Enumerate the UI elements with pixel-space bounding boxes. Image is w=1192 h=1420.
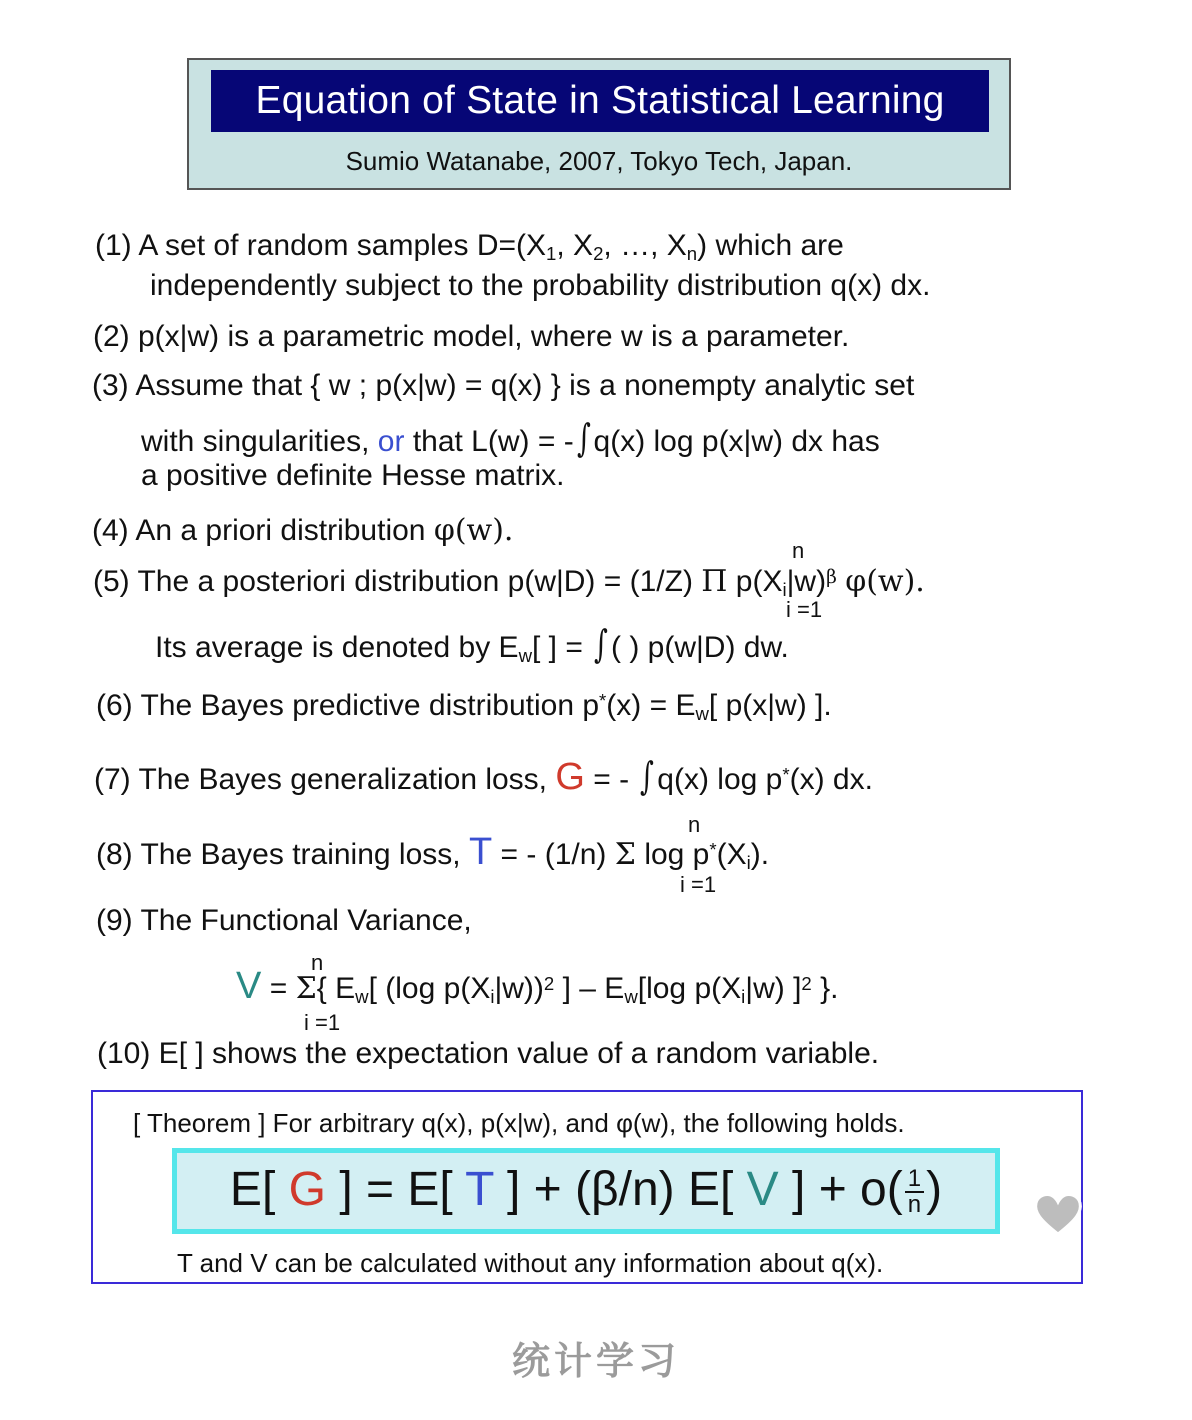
- summation-symbol: Σ: [295, 971, 317, 1006]
- formula-G: G: [288, 1163, 326, 1216]
- item-4: (4) An a priori distribution φ(w).: [92, 513, 514, 548]
- item-3-line-1: (3) Assume that { w ; p(x|w) = q(x) } is a nonempty analytic set: [92, 369, 915, 402]
- item-3-line-2: with singularities, or that L(w) = -∫q(x) log p(x|w) dx has: [141, 416, 880, 460]
- fraction-one-over-n: $\frac{1}{n}$: [905, 1167, 924, 1217]
- item-6: (6) The Bayes predictive distribution $p^*(x) = E_w$[ p(x|w) ].: [96, 689, 832, 724]
- item-3-line-3: a positive definite Hesse matrix.: [141, 459, 565, 492]
- item-5-line-1: (5) The a posteriori distribution p(w|D) = (1/Z) Π $p(X_i|w)^\beta$ φ(w).: [93, 564, 925, 600]
- integral-symbol: ∫: [576, 416, 591, 460]
- summation-symbol: Σ: [614, 837, 636, 872]
- item-1-line-2: independently subject to the probability distribution q(x) dx.: [150, 269, 931, 302]
- title-box: [187, 58, 1011, 190]
- page-title: Equation of State in Statistical Learning: [211, 70, 989, 132]
- prod-upper-limit: n: [792, 538, 805, 563]
- heart-icon[interactable]: [1030, 1186, 1086, 1242]
- symbol-G: G: [555, 756, 585, 798]
- product-symbol: Π: [701, 564, 728, 599]
- author-line: Sumio Watanabe, 2007, Tokyo Tech, Japan.: [345, 146, 853, 176]
- theorem-note: T and V can be calculated without any information about q(x).: [177, 1248, 884, 1278]
- sum-upper-limit: n: [688, 812, 701, 837]
- item-7: (7) The Bayes generalization loss, G = - ∫q(x) log p*(x) dx.: [94, 754, 873, 798]
- footer-caption: 统计学习: [511, 1341, 680, 1383]
- symbol-V: V: [236, 965, 262, 1007]
- sum-lower-limit: i =1: [304, 1010, 341, 1035]
- sum-upper-limit: n: [311, 950, 324, 975]
- item-8: (8) The Bayes training loss, T = - (1/n) Σ $\log p^*(X_i)$.: [96, 831, 770, 873]
- integral-symbol: ∫: [594, 622, 609, 666]
- item-5-line-2: Its average is denoted by $E_w$[ ] = ∫( ) p(w|D) dw.: [155, 622, 789, 666]
- item-10: (10) E[ ] shows the expectation value of a random variable.: [97, 1037, 880, 1070]
- or-word: or: [377, 425, 405, 458]
- formula-V: V: [746, 1163, 779, 1216]
- symbol-T: T: [468, 831, 493, 873]
- sum-lower-limit: i =1: [680, 872, 717, 897]
- integral-symbol: ∫: [640, 754, 655, 798]
- formula-T: T: [465, 1163, 494, 1216]
- prod-lower-limit: i =1: [786, 597, 823, 622]
- item-9: (9) The Functional Variance,: [96, 904, 472, 937]
- item-1-line-1: (1) A set of random samples $D=(X_1$, $X_2$, …, $X_n$) which are: [95, 229, 844, 264]
- variance-formula: V = Σ{ $E_w$[ (log $p(X_i|w))^2$ ] – $E_w[\log$ $p(X_i|w)$ ]$^2$ }.: [236, 965, 839, 1007]
- theorem-header: [ Theorem ] For arbitrary q(x), p(x|w), and φ(w), the following holds.: [133, 1108, 905, 1138]
- theorem-box: [91, 1090, 1083, 1284]
- item-2: (2) p(x|w) is a parametric model, where w is a parameter.: [93, 320, 850, 353]
- theorem-formula: E[ G ] = E[ T ] + (β/n) E[ V ] + o( $\frac{1}{n}$ ): [172, 1148, 1000, 1234]
